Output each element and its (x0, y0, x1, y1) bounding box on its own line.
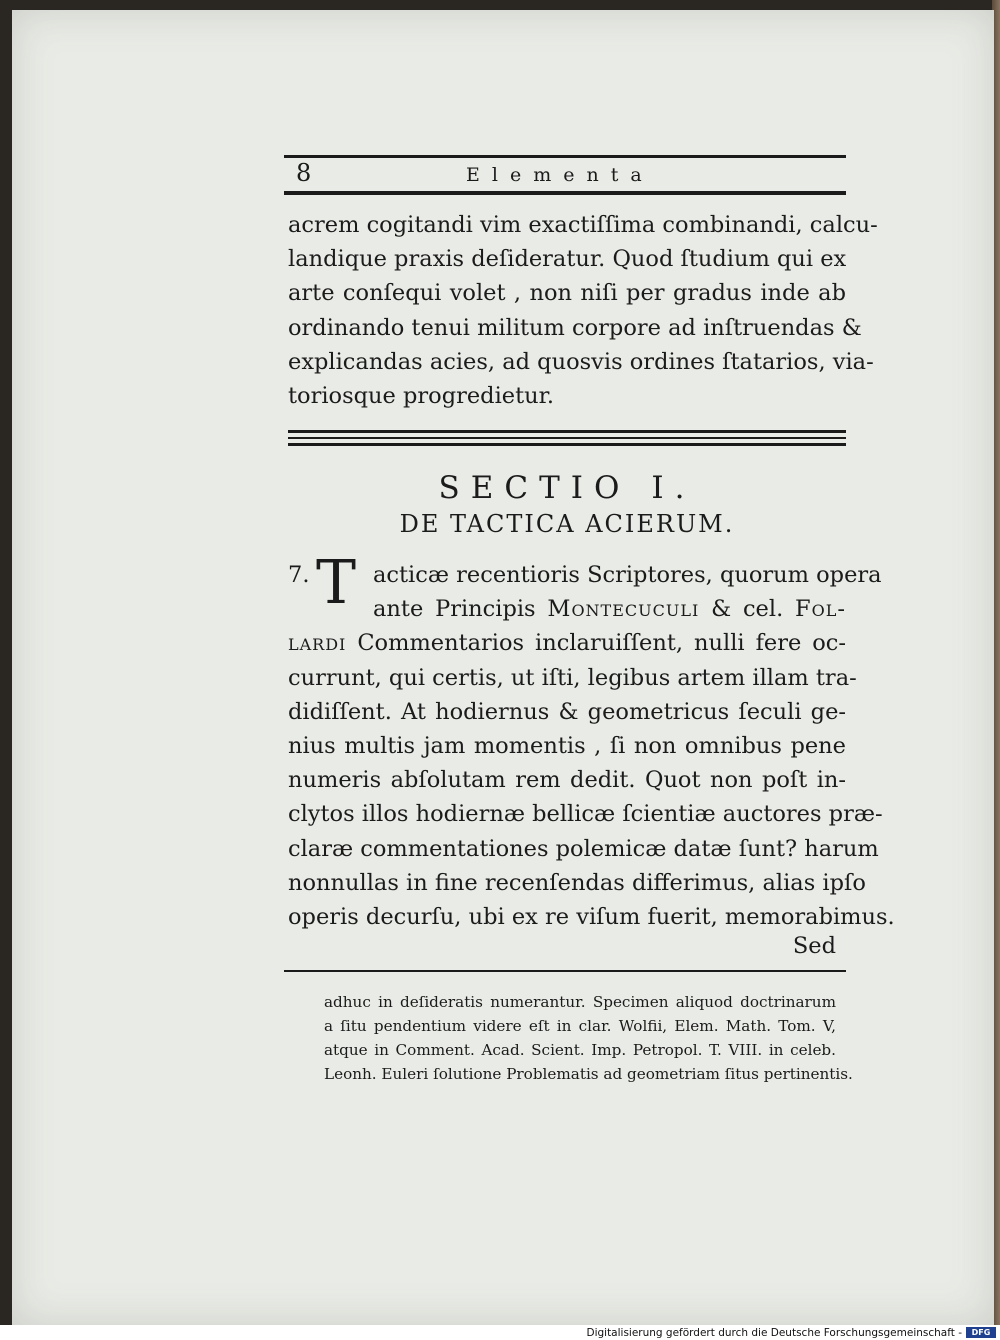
running-title: Elementa (466, 164, 654, 186)
text-fragment: ante Principis (373, 596, 548, 623)
text-line: didiſſent. At hodiernus & geometricus ſeculi ge- (288, 698, 846, 725)
text-fragment: & cel. (699, 596, 796, 623)
section-rule-1 (288, 430, 846, 433)
dfg-logo: DFG (966, 1327, 996, 1338)
main-paragraph (288, 558, 895, 934)
text-line (288, 626, 846, 660)
text-line: toriosque progredietur. (288, 382, 555, 409)
text-line (288, 592, 846, 626)
header-rule-top (284, 155, 846, 158)
footnote-line: adhuc in deſideratis numerantur. Specimen aliquod doctrinarum (324, 993, 836, 1011)
text-fragment: Commentarios inclaruiſſent, nulli fere oc- (346, 630, 846, 657)
text-line: clytos illos hodiernæ bellicæ ſcientiæ auctores præ- (288, 801, 883, 828)
footnote-line: a ſitu pendentium videre eſt in clar. Wolfii, Elem. Math. Tom. V, (324, 1017, 836, 1035)
text-line: explicandas acies, ad quosvis ordines ſtatarios, via- (288, 348, 874, 375)
text-line: acticæ recentioris Scriptores, quorum opera (373, 562, 882, 588)
footnote-line: Leonh. Euleri ſolutione Problematis ad geometriam ſitus pertinentis. (324, 1065, 853, 1083)
footnote-line: atque in Comment. Acad. Scient. Imp. Petropol. T. VIII. in celeb. (324, 1041, 836, 1059)
section-rule-2 (288, 437, 846, 439)
text-line: landique praxis deſideratur. Quod ſtudium qui ex (288, 246, 847, 273)
footnote-rule (284, 970, 846, 972)
text-line: currunt, qui certis, ut iſti, legibus artem illam tra- (288, 664, 857, 691)
footnote (324, 990, 853, 1086)
text-line: acrem cogitandi vim exactiſſima combinandi, calcu- (288, 212, 878, 238)
header-rule-bottom (284, 191, 846, 195)
drop-cap: T (316, 548, 357, 618)
intro-paragraph (288, 208, 878, 413)
section-subtitle: DE TACTICA ACIERUM. (399, 510, 735, 538)
text-line: arte conſequi volet , non niſi per gradus inde ab (288, 280, 846, 307)
digitization-credit: Digitalisierung gefördert durch die Deutsche Forschungsgemeinschaft - (586, 1327, 962, 1339)
text-line: numeris abſolutam rem dedit. Quot non poſt in- (288, 767, 846, 794)
text-line: ordinando tenui militum corpore ad inſtruendas & (288, 314, 862, 341)
author-name-follardi-cont: lardi (288, 630, 347, 657)
text-line: nius multis jam momentis , ſi non omnibus pene (288, 732, 846, 759)
author-name-follardi: Fol- (795, 596, 846, 623)
text-line: operis decurſu, ubi ex re viſum fuerit, memorabimus. (288, 903, 895, 930)
paragraph-number: 7. (288, 562, 310, 588)
catchword: Sed (792, 933, 836, 959)
section-title: SECTIO I. (438, 470, 696, 506)
text-line: claræ commentationes polemicæ datæ ſunt? harum (288, 835, 879, 862)
page-number: 8 (296, 159, 312, 187)
author-name-montecuculi: Montecuculi (547, 596, 700, 623)
section-rule-3 (288, 443, 846, 446)
text-line: nonnullas in fine recenſendas differimus, alias ipſo (288, 869, 866, 896)
